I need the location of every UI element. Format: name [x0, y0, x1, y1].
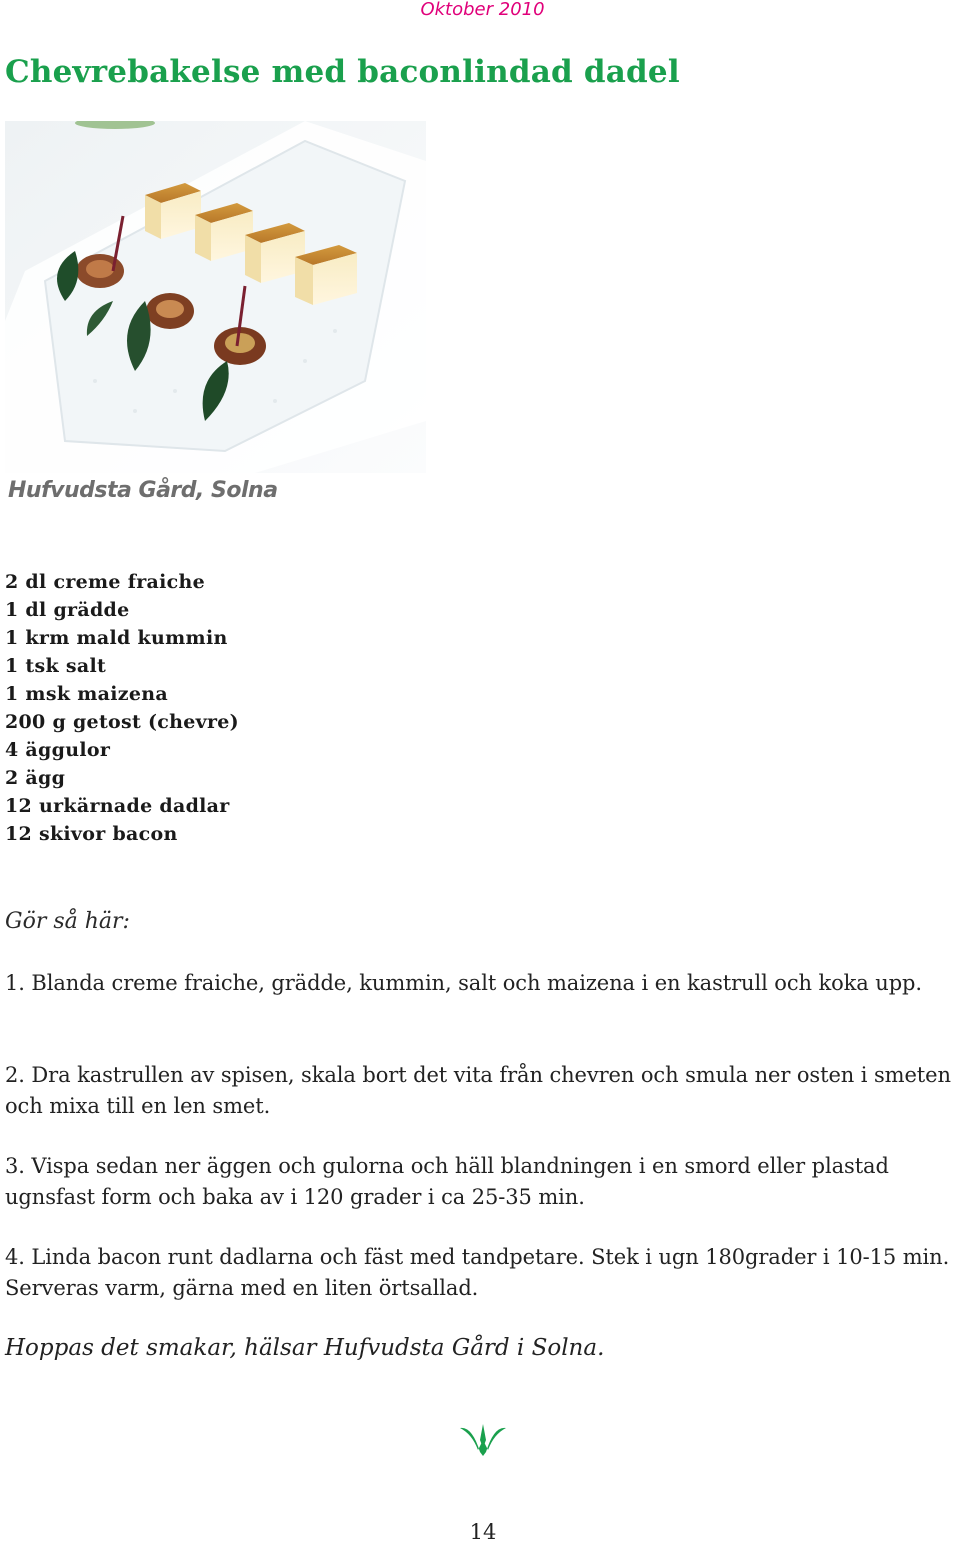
tulip-ornament-icon: [458, 1418, 508, 1458]
closing-greeting: Hoppas det smakar, hälsar Hufvudsta Gård i Solna.: [5, 1335, 605, 1361]
ingredient-item: 12 urkärnade dadlar: [5, 795, 230, 817]
ingredient-item: 1 krm mald kummin: [5, 627, 228, 649]
recipe-title: Chevrebakelse med baconlindad dadel: [5, 54, 680, 90]
ingredient-list: [5, 568, 239, 848]
method-heading: Gör så här:: [5, 909, 130, 934]
method-step-4: 4. Linda bacon runt dadlarna och fäst med tandpetare. Stek i ugn 180grader i 10-15 min. Serveras varm, gärna med en liten örtsallad.: [5, 1245, 950, 1300]
photo-caption: Hufvudsta Gård, Solna: [8, 478, 278, 503]
page-number: 14: [469, 1520, 497, 1544]
method-step-3: 3. Vispa sedan ner äggen och gulorna och häll blandningen i en smord eller plastad ugnsfast form och baka av i 120 grader i ca 25-35 min.: [5, 1154, 889, 1209]
ingredient-item: 1 tsk salt: [5, 655, 107, 677]
dish-photo: [5, 121, 426, 473]
method-step-1: 1. Blanda creme fraiche, grädde, kummin, salt och maizena i en kastrull och koka upp.: [5, 971, 922, 995]
ingredient-item: 1 msk maizena: [5, 683, 168, 705]
ingredient-item: 12 skivor bacon: [5, 823, 178, 845]
ingredient-item: 200 g getost (chevre): [5, 711, 239, 733]
method-step-2: 2. Dra kastrullen av spisen, skala bort det vita från chevren och smula ner osten i smeten och mixa till en len smet.: [5, 1063, 951, 1118]
header-date: Oktober 2010: [420, 0, 545, 20]
ingredient-item: 1 dl grädde: [5, 599, 130, 621]
ingredient-item: 2 dl creme fraiche: [5, 571, 206, 593]
ingredient-item: 4 äggulor: [5, 739, 111, 761]
ingredient-item: 2 ägg: [5, 767, 66, 789]
